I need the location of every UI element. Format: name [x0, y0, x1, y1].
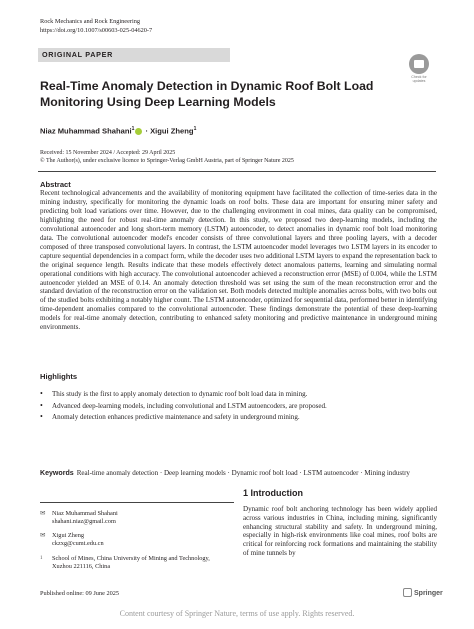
affiliation-text: School of Mines, China University of Mining and Technology, Xuzhou 221116, China [52, 555, 210, 570]
author-name[interactable]: Xigui Zheng [150, 126, 194, 136]
envelope-icon: ✉ [40, 510, 46, 517]
article-title: Real-Time Anomaly Detection in Dynamic Roof Bolt Load Monitoring Using Deep Learning Models [40, 79, 374, 109]
highlight-item: • This study is the first to apply anomaly detection to dynamic roof bolt load data in mining. [40, 390, 440, 399]
author-separator: · [143, 126, 151, 136]
divider [38, 171, 436, 172]
author-name: Niaz Muhammad Shahani [52, 510, 118, 517]
correspondence-author2 [40, 532, 104, 548]
introduction-text: Dynamic roof bolt anchoring technology has been widely applied across various industries in China, including mining, significantly enhancing structural stability and safety. In underground mining, especially in high-risk environments like coal mines, roof bolts are critical for reinforcing rock formations and maintaining the stability of mine tunnels by [243, 505, 437, 557]
affiliation-sup: 1 [40, 556, 43, 561]
highlight-item: • Advanced deep-learning models, including convolutional and LSTM autoencoders, are proposed. [40, 402, 440, 411]
article-dates [40, 149, 294, 165]
springer-horse-icon [403, 588, 412, 597]
received-accepted: Received: 15 November 2024 / Accepted: 29 April 2025 [40, 150, 176, 156]
published-online: Published online: 09 June 2025 [40, 590, 120, 597]
courtesy-notice: Content courtesy of Springer Nature, terms of use apply. Rights reserved. [119, 609, 355, 618]
keywords-label: Keywords [40, 470, 74, 477]
springer-logo [403, 588, 443, 597]
orcid-icon[interactable] [135, 128, 142, 135]
article-type-badge [38, 48, 230, 62]
copyright-line: © The Author(s), under exclusive licence to Springer-Verlag GmbH Austria, part of Springer Nature 2025 [40, 158, 294, 164]
article-type-label: ORIGINAL PAPER [42, 50, 114, 59]
abstract-text: Recent technological advancements and the availability of monitoring equipment have facilitated the collection of time-series data in the mining industry, specifically for monitoring the dynamic loads on roof bolts. These data are important for ensuring miner safety and predicting bolt load variations over time. However, due to the challenging environment in coal mines, data quality can be compromised, highlighting the need for robust real-time anomaly detection. In this study, we proposed two deep-learning models, including the convolutional autoencoder and long short-term memory (LSTM) autoencoder, to detect anomalies in dynamic roof bolt load monitoring data. The convolutional autoencoder model's encoder consists of three convolutional layers and three pooling layers, with a decoder composed of three transposed convolutional layers. In contrast, the LSTM autoencoder model leverages two LSTM layers in its encoder to capture sequential dependencies in a compact form, while the decoder uses two additional LSTM layers to expand the representation back to the original sequence length. Results indicate that these models effectively detect anomalous patterns, learning and simulating normal operational conditions with high accuracy. The convolutional autoencoder achieved a reconstruction error (MSE) of 0.004, while the LSTM autoencoder yielded an MSE of 0.14. An anomaly detection threshold was set using the sum of the mean reconstruction error and the standard deviation of the reconstruction error on the validation set. Both models detected multiple anomalies across bolts, with two bolts out of the studied bolts exhibiting a notably higher count. The LSTM autoencoder, optimized for sequential data, performed better in identifying time-dependent anomalies compared to the convolutional autoencoder. These findings demonstrate the potential of these deep-learning models for real-time anomaly detection, contributing to enhanced safety monitoring and predictive maintenance in underground mining environments. [40, 189, 437, 332]
highlights-list [40, 390, 440, 425]
publisher-name: Springer [414, 590, 443, 597]
journal-name: Rock Mechanics and Rock Engineering [40, 18, 141, 25]
author-name: Xigui Zheng [52, 532, 85, 539]
section-heading-introduction: 1 Introduction [243, 488, 303, 498]
keywords [40, 469, 440, 478]
highlight-item: • Anomaly detection enhances predictive maintenance and safety in underground mining. [40, 413, 440, 422]
keywords-text: Real-time anomaly detection · Deep learning models · Dynamic roof bolt load · LSTM autoencoder · Mining industry [76, 469, 410, 477]
correspondence-author1 [40, 510, 118, 526]
journal-doi[interactable]: https://doi.org/10.1007/s00603-025-04620-7 [40, 27, 153, 34]
footnote-divider [40, 502, 234, 503]
check-updates-line2: updates [412, 79, 426, 84]
author-list [40, 126, 196, 136]
affiliation [40, 555, 220, 571]
journal-header [40, 17, 152, 35]
affiliation-sup: 1 [193, 126, 197, 132]
abstract-heading: Abstract [40, 180, 71, 189]
author-email[interactable]: ckzxg@cumt.edu.cn [52, 540, 104, 547]
author-name[interactable]: Niaz Muhammad Shahani [40, 126, 132, 136]
affiliation-sup: 1 [131, 126, 135, 132]
author-email[interactable]: shahani.niaz@gmail.com [52, 518, 116, 525]
envelope-icon: ✉ [40, 532, 46, 539]
check-updates-line1: Check for [411, 75, 427, 79]
highlights-heading: Highlights [40, 372, 78, 381]
